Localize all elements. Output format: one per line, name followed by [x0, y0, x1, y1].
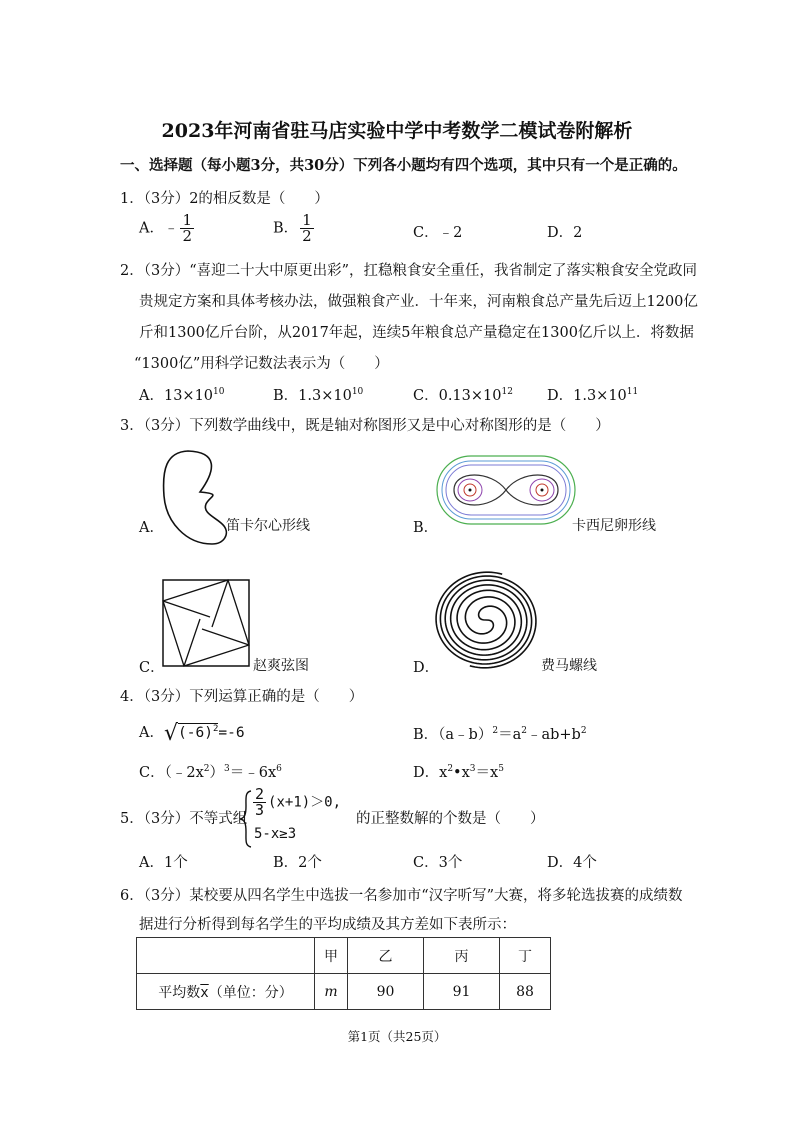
- inequality-row-1: [253, 787, 341, 818]
- exponent: 5: [498, 764, 504, 774]
- denominator: 3: [255, 801, 265, 819]
- question-4-option-c: [139, 761, 282, 782]
- question-2-line-4: “1300亿”用科学记数法表示为（ ）: [134, 356, 389, 372]
- table-row: [137, 974, 551, 1010]
- sqrt-icon: √: [163, 721, 179, 746]
- inequality-text: (x+1)＞0,: [268, 794, 342, 811]
- exponent: 11: [626, 387, 639, 397]
- label-text: 平均数: [158, 984, 201, 1001]
- mean-symbol: $\overline{x}$: [200, 984, 209, 1001]
- inequality-row-2: 5-x≥3: [254, 826, 297, 842]
- fermat-spiral-figure: [436, 575, 536, 665]
- question-5-stem-pre: 5．（3分）不等式组: [120, 811, 248, 827]
- radicand: [178, 723, 218, 741]
- text: ＝﹣6x: [229, 765, 277, 781]
- question-3-option-b-caption: 卡西尼卵形线: [572, 518, 656, 534]
- question-5-option-b: B．2个: [273, 855, 322, 871]
- label-text: （单位：分）: [208, 984, 293, 1001]
- question-5-stem-post: 的正整数解的个数是（ ）: [356, 811, 545, 827]
- exponent: 12: [501, 387, 513, 397]
- exponent: 10: [213, 387, 225, 397]
- exponent: 2: [492, 726, 499, 736]
- question-2-option-d: [547, 384, 638, 405]
- table-header-cell: [137, 938, 315, 974]
- question-3-option-a-caption: 笛卡尔心形线: [226, 518, 310, 534]
- text: ＝x: [475, 765, 499, 781]
- text: •x: [453, 765, 470, 781]
- question-1-stem: 1．（3分）2的相反数是（ ）: [120, 191, 329, 207]
- text: ﹣ab+b: [526, 727, 581, 743]
- cardioid-curve: [164, 451, 227, 544]
- question-6-line-2: 据进行分析得到每名学生的平均成绩及其方差如下表所示：: [139, 917, 516, 933]
- exponent: 2: [447, 764, 454, 774]
- numerator: 1: [302, 211, 312, 229]
- question-5-option-c: C．3个: [413, 855, 463, 871]
- exponent: 3: [469, 764, 476, 774]
- question-3-stem: 3．（3分）下列数学曲线中，既是轴对称图形又是中心对称图形的是（ ）: [120, 418, 610, 434]
- inner-square: [163, 580, 249, 666]
- focus-right: [541, 489, 544, 492]
- line: [184, 619, 200, 666]
- outer-square: [163, 580, 249, 666]
- exponent: 2: [203, 764, 210, 774]
- section-heading: 一、选择题（每小题3分，共30分）下列各小题均有四个选项，其中只有一个是正确的。: [120, 157, 687, 174]
- option-text: A．13×10: [139, 388, 214, 404]
- denominator: 2: [302, 227, 312, 245]
- question-3-option-d-caption: 费马螺线: [541, 658, 597, 674]
- question-3-option-d-label: D．: [413, 660, 440, 676]
- question-4-option-a: [139, 721, 245, 746]
- question-2-option-c: [413, 384, 513, 405]
- question-2-option-b: [273, 384, 363, 405]
- table-cell: 88: [500, 974, 551, 1010]
- question-1-option-d: D．2: [547, 225, 583, 241]
- text: D．x: [413, 765, 448, 781]
- question-2-option-a: [139, 384, 224, 405]
- page-title: 2023年河南省驻马店实验中学中考数学二模试卷附解析: [161, 120, 633, 142]
- radicand-text: (-6): [178, 725, 213, 741]
- option-label: A．: [139, 725, 164, 741]
- question-2-line-2: 贵规定方案和具体考核办法，做强粮食产业．十年来，河南粮食总产量先后迈上1200亿: [139, 294, 698, 310]
- table-header-cell: 乙: [348, 938, 424, 974]
- table-header-cell: 丙: [424, 938, 500, 974]
- table-cell: m: [315, 974, 348, 1010]
- table-header-cell: 丁: [500, 938, 551, 974]
- rhs: =-6: [218, 725, 245, 741]
- question-5-option-d: D．4个: [547, 855, 597, 871]
- exponent: 3: [223, 764, 230, 774]
- score-table: [136, 937, 551, 1010]
- question-3-option-b-label: B．: [413, 520, 439, 536]
- numerator: 1: [182, 211, 193, 229]
- exponent: 10: [351, 387, 364, 397]
- option-label: A．: [139, 220, 164, 237]
- cassini-ovals-figure: [436, 455, 576, 525]
- numerator: 2: [255, 785, 265, 803]
- question-4-stem: 4．（3分）下列运算正确的是（ ）: [120, 689, 364, 705]
- line: [202, 629, 249, 645]
- option-label: B．: [273, 220, 299, 237]
- row-label: [137, 974, 315, 1010]
- option-text: D．1.3×10: [547, 388, 627, 404]
- text: ＝a: [498, 727, 522, 743]
- minus-sign: ﹣: [163, 220, 179, 237]
- fraction: [180, 213, 194, 244]
- question-1-option-a: [139, 213, 196, 244]
- question-4-option-b: [413, 723, 587, 744]
- question-3-option-c-label: C．: [139, 660, 165, 676]
- table-header-row: [137, 938, 551, 974]
- page-footer: 第1页（共25页）: [347, 1029, 447, 1044]
- text: B．（a﹣b）: [413, 727, 493, 743]
- denominator: 2: [182, 227, 193, 245]
- question-5-option-a: A．1个: [139, 855, 188, 871]
- table-cell: 91: [424, 974, 500, 1010]
- focus-left: [469, 489, 472, 492]
- question-3-option-c-caption: 赵爽弦图: [253, 658, 309, 674]
- exponent: 2: [212, 724, 219, 734]
- system-brace-icon: [239, 790, 253, 848]
- question-2-line-3: 斤和1300亿斤台阶，从2017年起，连续5年粮食总产量稳定在1300亿斤以上．将数据: [139, 325, 694, 341]
- zhao-shuang-diagram: [162, 579, 252, 669]
- option-text: B．1.3×10: [273, 388, 352, 404]
- question-3-option-a-label: A．: [139, 520, 164, 536]
- fraction: [253, 787, 266, 818]
- question-6-line-1: 6．（3分）某校要从四名学生中选拔一名参加市“汉字听写”大赛，将多轮选拔赛的成绩数: [120, 888, 683, 904]
- question-1-option-c: C．﹣2: [413, 225, 463, 241]
- text: C．（﹣2x: [139, 765, 204, 781]
- line: [163, 601, 210, 617]
- option-text: C．0.13×10: [413, 388, 502, 404]
- exponent: 2: [580, 726, 587, 736]
- table-cell: 90: [348, 974, 424, 1010]
- question-1-option-b: [273, 213, 316, 244]
- text: ）: [209, 765, 224, 781]
- table-header-cell: 甲: [315, 938, 348, 974]
- fraction: [300, 213, 314, 244]
- question-4-option-d: [413, 761, 504, 782]
- exponent: 6: [276, 764, 282, 774]
- question-2-line-1: 2．（3分）“喜迎二十大中原更出彩”，扛稳粮食安全重任，我省制定了落实粮食安全党政同: [120, 263, 698, 279]
- line: [212, 580, 228, 627]
- exponent: 2: [521, 726, 527, 736]
